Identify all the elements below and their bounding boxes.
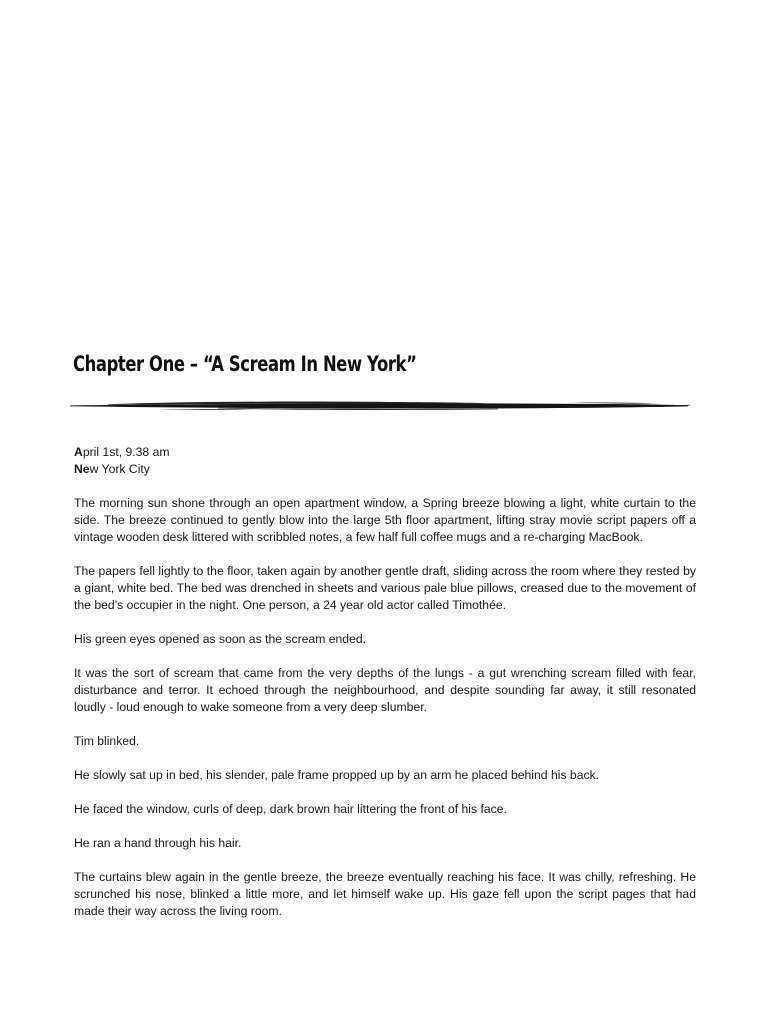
paragraph: His green eyes opened as soon as the scream ended. <box>74 632 367 646</box>
chapter-title: Chapter One – “A Scream In New York” <box>73 352 417 376</box>
paragraph: He slowly sat up in bed, his slender, pale frame propped up by an arm he placed behind his back. <box>74 768 600 782</box>
paragraph: It was the sort of scream that came from the very depths of the lungs - a gut wrenching scream filled with fear, disturbance and terror. It echoed through the neighbourhood, and despite sounding far away, it still resonated loudly - loud enough to wake someone from a very deep slumber. <box>74 666 696 714</box>
location-text: w York City <box>89 462 150 476</box>
paragraph: Tim blinked. <box>74 734 140 748</box>
date-text: pril 1st, 9.38 am <box>82 445 170 459</box>
paragraph: The curtains blew again in the gentle breeze, the breeze eventually reaching his face. It was chilly, refreshing. He scrunched his nose, blinked a little more, and let himself wake up. His gaze fell upon the script pages that had made their way across the living room. <box>74 870 696 918</box>
paragraph: The morning sun shone through an open apartment window, a Spring breeze blowing a light, white curtain to the side. The breeze continued to gently blow into the large 5th floor apartment, lifting stray movie script papers off a vintage wooden desk littered with scribbled notes, a few half full coffee mugs and a re-charging MacBook. <box>74 496 696 544</box>
brush-stroke-divider <box>68 398 692 414</box>
paragraph: He faced the window, curls of deep, dark brown hair littering the front of his face. <box>74 802 507 816</box>
date-initial: A <box>74 445 83 459</box>
paragraph: He ran a hand through his hair. <box>74 836 242 850</box>
dateline <box>74 444 696 478</box>
date-time <box>74 444 696 461</box>
location-initial: Ne <box>74 462 90 476</box>
chapter-body <box>74 444 696 937</box>
paragraph: The papers fell lightly to the floor, taken again by another gentle draft, sliding across the room where they rested by a giant, white bed. The bed was drenched in sheets and various pale blue pillows, creased due to the movement of the bed’s occupier in the night. One person, a 24 year old actor called Timothée. <box>74 564 696 612</box>
location <box>74 461 696 478</box>
